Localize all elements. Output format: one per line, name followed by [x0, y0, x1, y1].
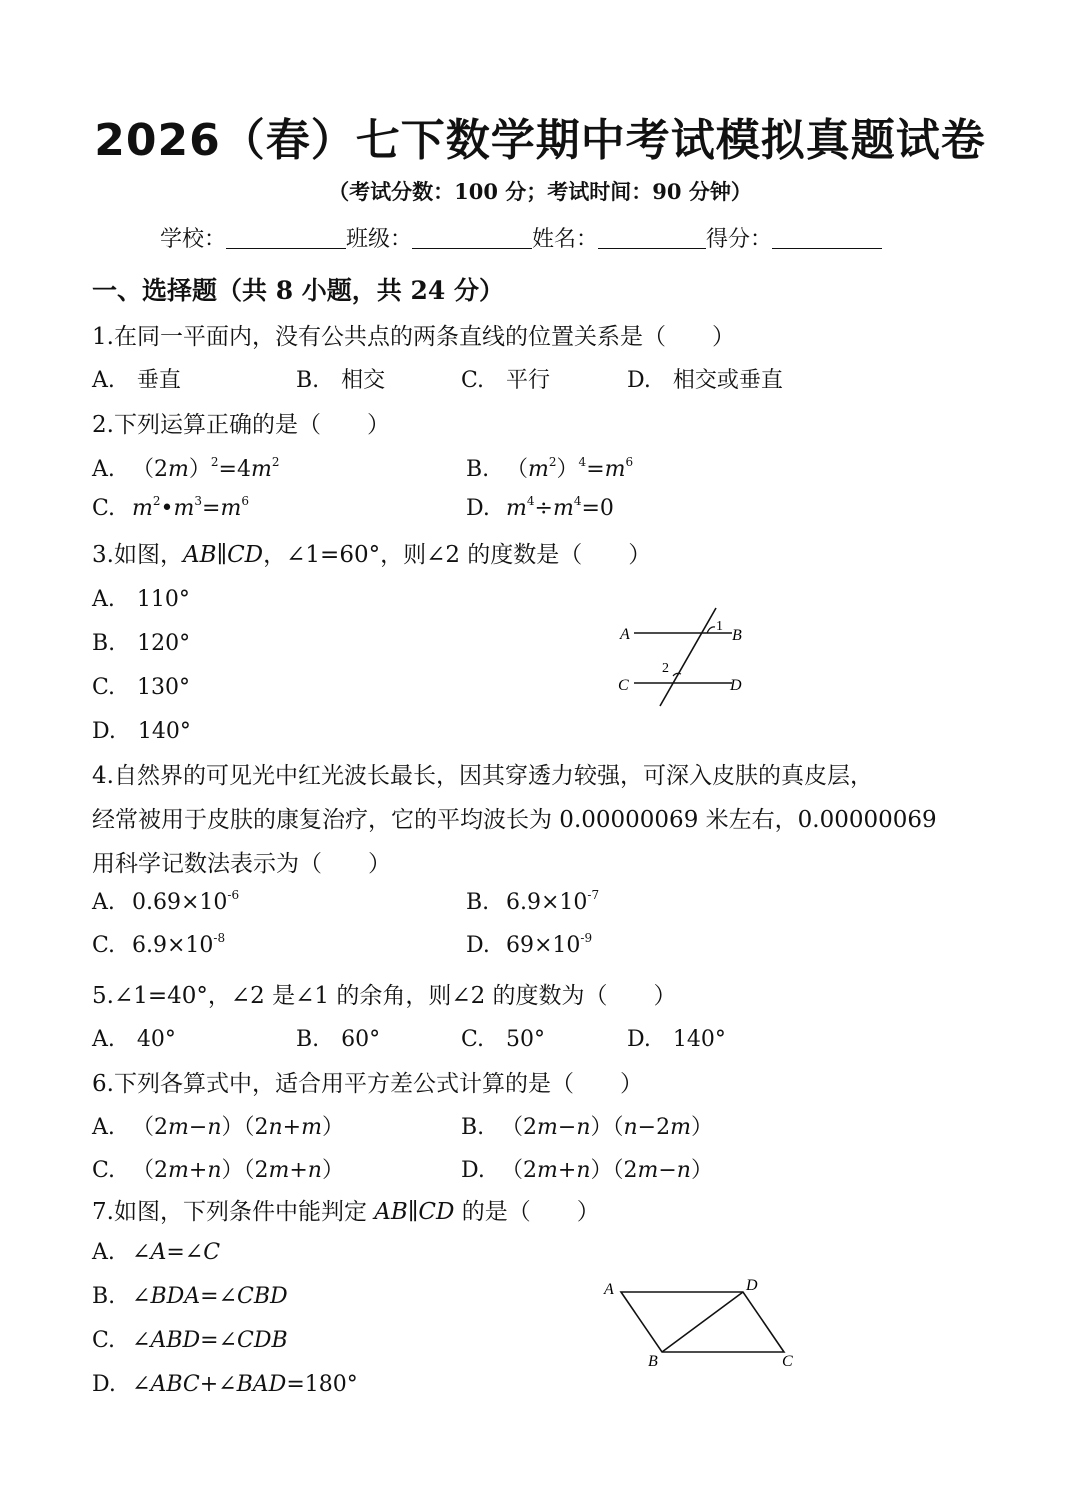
q1-stem: 1.在同一平面内，没有公共点的两条直线的位置关系是（ ）: [92, 324, 735, 350]
figure-label-a: A: [620, 626, 630, 643]
q6-option-c: C. （2m+n）（2m+n）: [92, 1158, 344, 1183]
q6-option-d: D. （2m+n）（2m−n）: [461, 1158, 713, 1183]
transversal: [660, 608, 716, 706]
q6-option-a: A. （2m−n）（2n+m）: [92, 1115, 344, 1140]
figure-label-a: A: [604, 1281, 614, 1298]
figure-label-b: B: [648, 1353, 658, 1370]
exam-title: 2026（春）七下数学期中考试模拟真题试卷: [94, 115, 986, 166]
figure-label-c: C: [782, 1353, 793, 1370]
q3-option-b: B. 120°: [92, 631, 191, 656]
q7-option-a: A. ∠A=∠C: [92, 1240, 221, 1265]
q6-stem: 6.下列各算式中，适合用平方差公式计算的是（ ）: [92, 1071, 643, 1097]
class-label: 班级：: [346, 227, 413, 252]
q1-option-a: A. 垂直: [92, 368, 181, 393]
q7-option-b: B. ∠BDA=∠CBD: [92, 1284, 288, 1309]
q3-parallel-lines-figure: [610, 600, 760, 715]
figure-label-d: D: [746, 1277, 758, 1294]
q4-line-2: 经常被用于皮肤的康复治疗，它的平均波长为 0.00000069 米左右，0.00000069: [92, 807, 937, 833]
figure-label-c: C: [618, 677, 629, 694]
q4-line-3: 用科学记数法表示为（ ）: [92, 851, 391, 877]
angle-label-2: 2: [662, 661, 669, 676]
q3-option-c: C. 130°: [92, 675, 191, 700]
q7-option-d: D. ∠ABC+∠BAD=180°: [92, 1372, 358, 1397]
q1-option-b: B. 相交: [296, 368, 386, 393]
q5-option-d: D. 140°: [627, 1027, 726, 1052]
q4-line-1: 4.自然界的可见光中红光波长最长，因其穿透力较强，可深入皮肤的真皮层，: [92, 763, 873, 789]
student-info-line: [160, 222, 882, 253]
q7-stem: 7.如图，下列条件中能判定 AB∥CD 的是（ ）: [92, 1199, 600, 1225]
figure-label-d: D: [730, 677, 742, 694]
q2-option-b: B. $(m^2)^4=m^6$: [466, 455, 634, 482]
q3-stem: 3.如图，AB∥CD，∠1=60°，则∠2 的度数是（ ）: [92, 542, 652, 568]
section-heading: 一、选择题（共 8 小题，共 24 分）: [92, 276, 505, 305]
score-blank: [772, 226, 882, 249]
q5-option-b: B. 60°: [296, 1027, 381, 1052]
q2-option-d: D. $m^4\div m^4=0$: [466, 494, 614, 521]
figure-label-b: B: [732, 627, 742, 644]
q4-option-d: D. $69\times 10^{-9}$: [466, 931, 593, 958]
q5-stem: 5.∠1=40°，∠2 是∠1 的余角，则∠2 的度数为（ ）: [92, 983, 677, 1009]
score-label: 得分：: [706, 227, 773, 252]
q1-option-c: C. 平行: [461, 368, 551, 393]
q1-option-d: D. 相交或垂直: [627, 368, 783, 393]
q2-option-a: A. $(2m)^2=4m^2$: [92, 455, 280, 482]
name-label: 姓名：: [532, 227, 599, 252]
q7-option-c: C. ∠ABD=∠CDB: [92, 1328, 288, 1353]
q2-option-c: C. $m^2•m^3=m^6$: [92, 494, 249, 521]
name-blank: [598, 226, 706, 249]
q5-option-c: C. 50°: [461, 1027, 546, 1052]
q4-option-c: C. $6.9\times 10^{-8}$: [92, 931, 226, 958]
q5-option-a: A. 40°: [92, 1027, 176, 1052]
school-blank: [226, 226, 346, 249]
q4-option-b: B. $6.9\times 10^{-7}$: [466, 888, 600, 915]
angle-label-1: 1: [716, 619, 723, 634]
diagonal-bd: [662, 1292, 743, 1352]
q2-stem: 2.下列运算正确的是（ ）: [92, 412, 390, 438]
q7-quadrilateral-figure: [596, 1268, 806, 1373]
q4-option-a: A. $0.69\times 10^{-6}$: [92, 888, 240, 915]
exam-subtitle: （考试分数：100 分；考试时间：90 分钟）: [328, 179, 752, 204]
q6-option-b: B. （2m−n）（n−2m）: [461, 1115, 713, 1140]
q3-option-d: D. 140°: [92, 719, 191, 744]
class-blank: [412, 226, 532, 249]
school-label: 学校：: [160, 227, 227, 252]
q3-option-a: A. 110°: [92, 587, 190, 612]
